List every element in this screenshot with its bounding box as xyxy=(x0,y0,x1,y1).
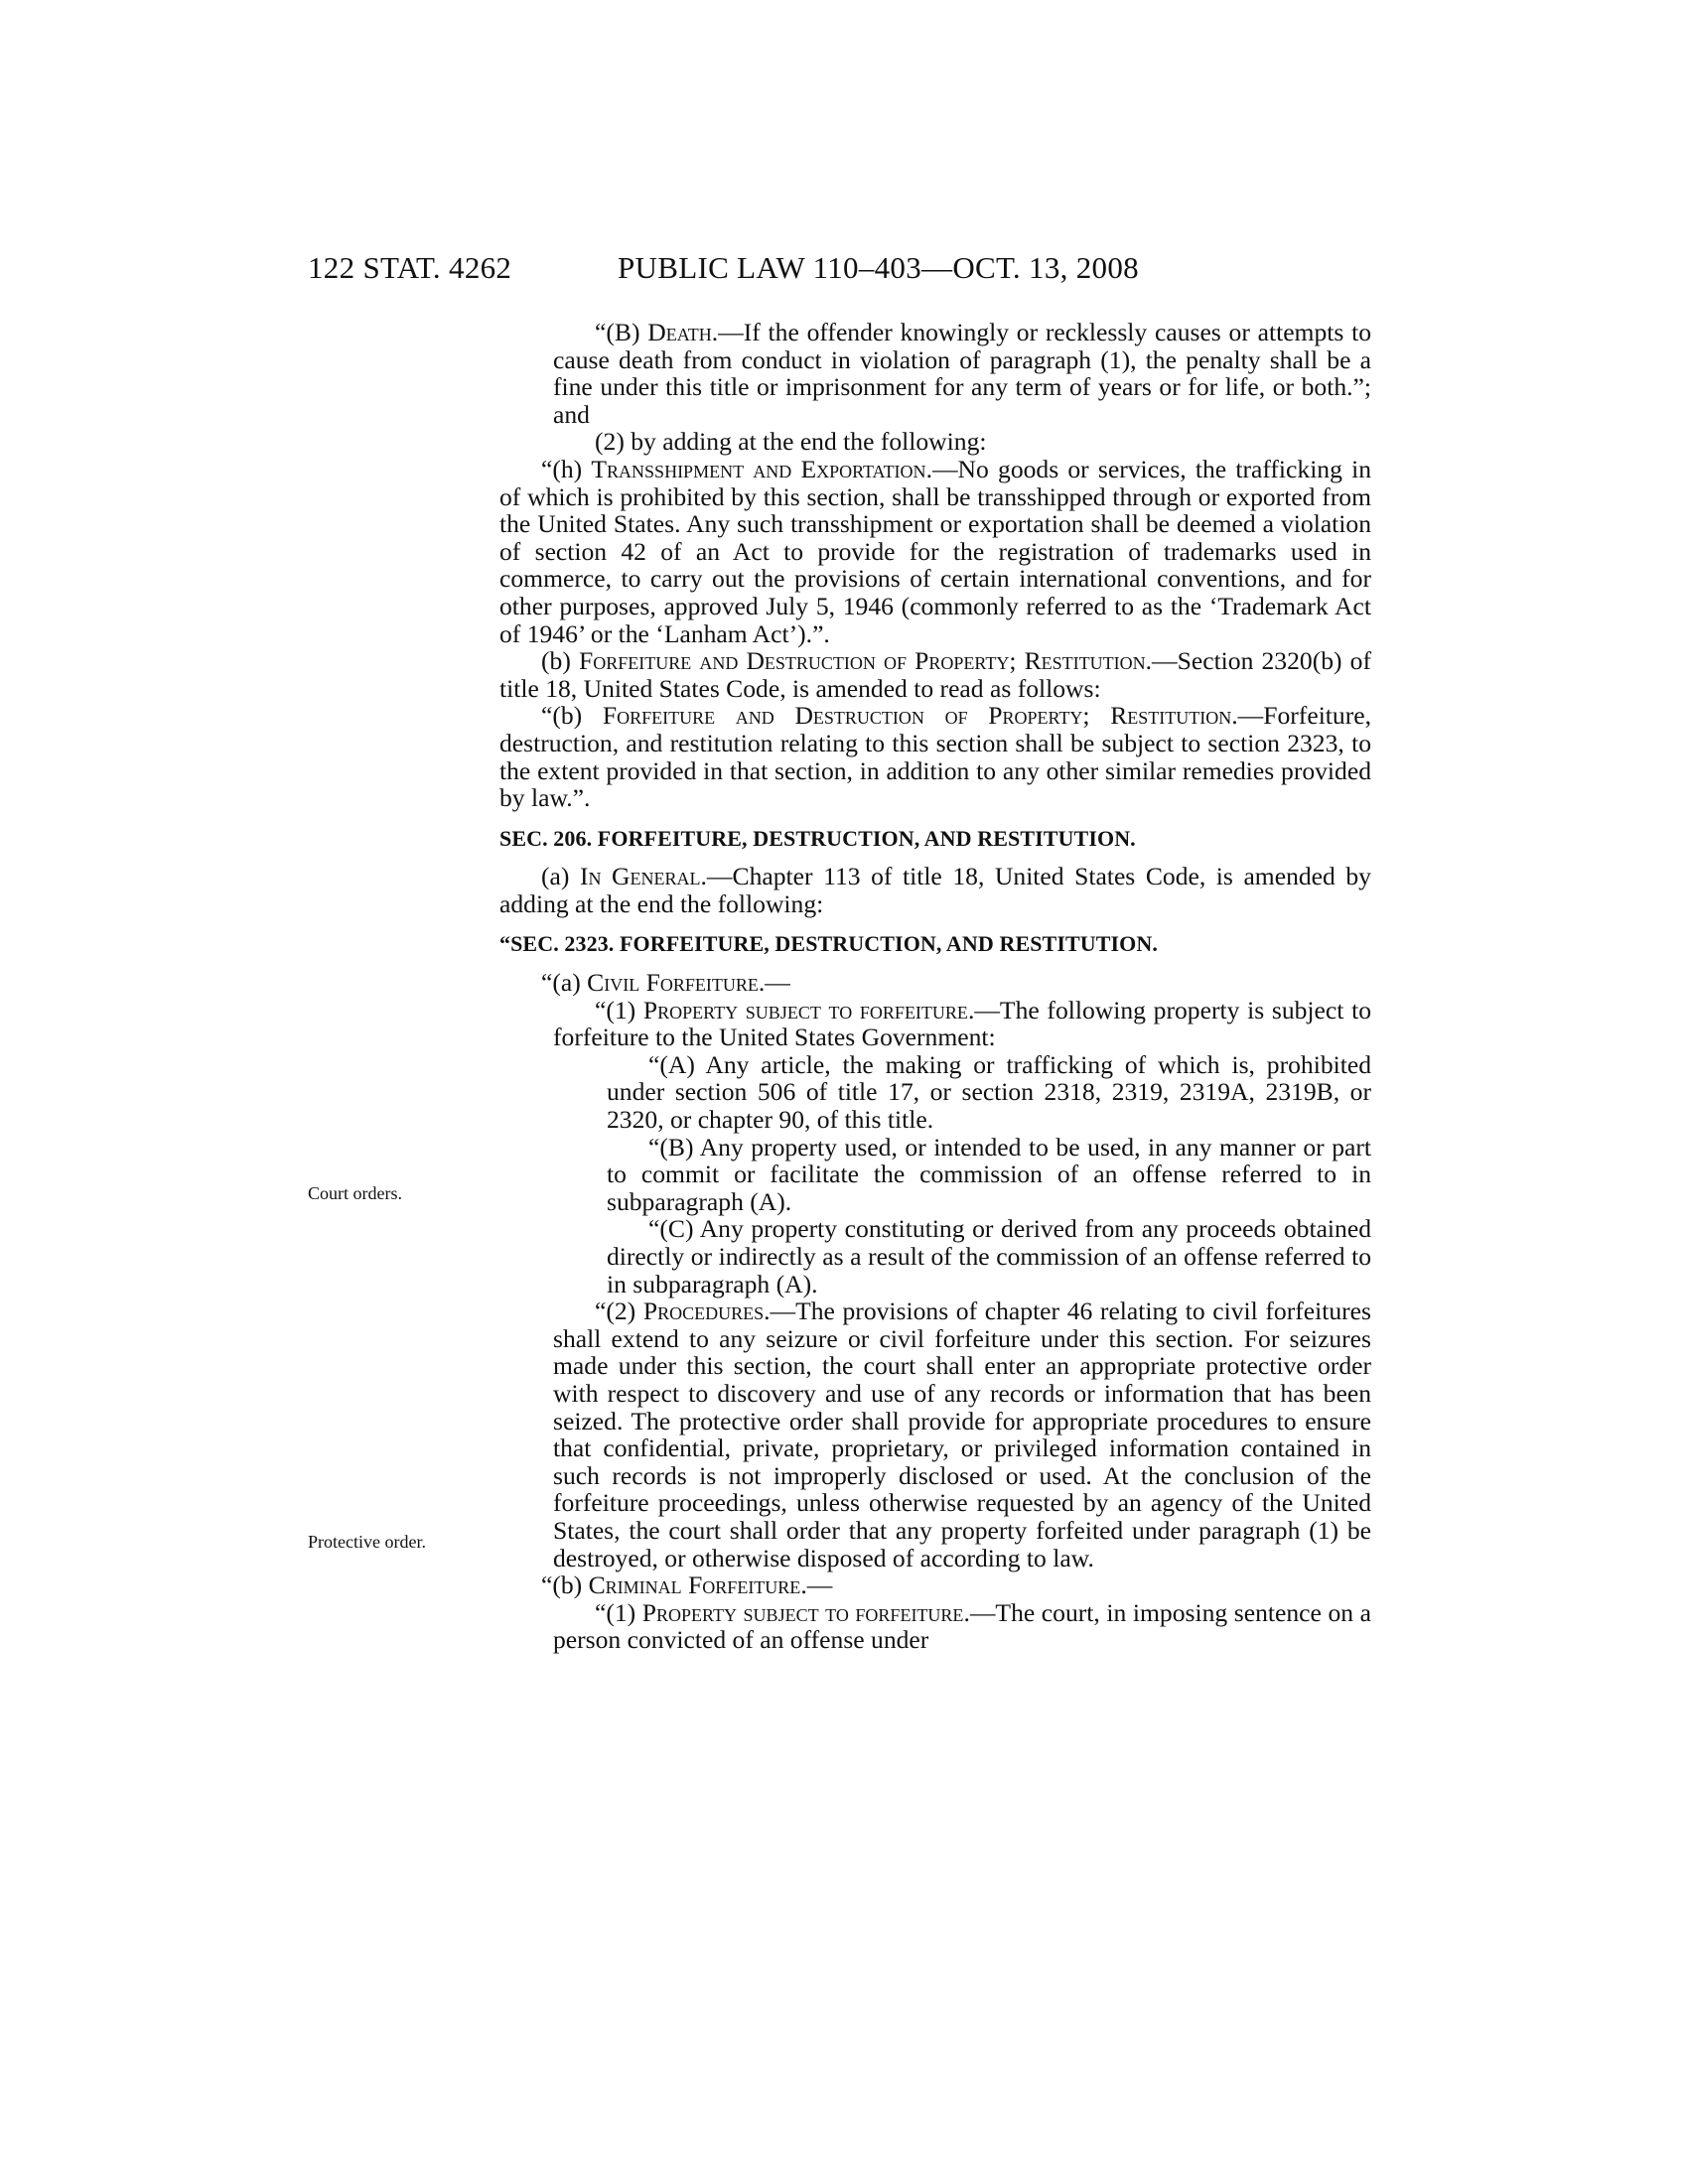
paragraph-1-property-subject: “(1) Property subject to forfeiture.—The following property is subject to forfeiture to the United States Government: xyxy=(553,995,1371,1052)
margin-note-protective-order: Protective order. xyxy=(308,1532,426,1552)
subparagraph-b-property: “(B) Any property used, or intended to be used, in any manner or part to commit or facilitate the commission of an offense referred to in subparagraph (A). xyxy=(607,1132,1371,1216)
paragraph-2-adding: (2) by adding at the end the following: xyxy=(595,427,987,457)
stat-page-number: 122 STAT. 4262 xyxy=(308,250,512,285)
section-2323-heading: “SEC. 2323. FORFEITURE, DESTRUCTION, AND RESTITUTION. xyxy=(499,931,1158,957)
subparagraph-c-proceeds: “(C) Any property constituting or derived from any proceeds obtained directly or indirectly as a result of the commission of an offense referred to in subparagraph (A). xyxy=(607,1214,1371,1298)
paragraph-1-court-imposing: “(1) Property subject to forfeiture.—The court, in imposing sentence on a person convicted of an offense under xyxy=(553,1597,1371,1655)
page-header xyxy=(0,250,1688,290)
margin-note-court-orders: Court orders. xyxy=(308,1183,402,1203)
paragraph-b-forfeiture-text: “(b) Forfeiture and Destruction of Property; Restitution.—Forfeiture, destruction, and restitution relating to this section shall be subject to section 2323, to the extent provided in that section, in addition to any other similar remedies provided by law.”. xyxy=(499,701,1371,813)
running-title: PUBLIC LAW 110–403—OCT. 13, 2008 xyxy=(618,250,1139,285)
subparagraph-a-article: “(A) Any article, the making or trafficking of which is, prohibited under section 506 of title 17, or section 2318, 2319, 2319A, 2319B, or 2320, or chapter 90, of this title. xyxy=(607,1049,1371,1135)
paragraph-b-criminal-forfeiture: “(b) Criminal Forfeiture.— xyxy=(541,1570,833,1600)
paragraph-a-in-general: (a) In General.—Chapter 113 of title 18, United States Code, is amended by adding at the end the following: xyxy=(499,862,1371,918)
paragraph-a-civil-forfeiture: “(a) Civil Forfeiture.— xyxy=(541,968,790,998)
statute-text xyxy=(499,319,1371,1654)
paragraph-b-death: “(B) Death.—If the offender knowingly or recklessly causes or attempts to cause death from conduct in violation of paragraph (1), the penalty shall be a fine under this title or imprisonment for any term of years or for life, or both.”; and xyxy=(553,318,1372,429)
paragraph-b-forfeiture-amendment: (b) Forfeiture and Destruction of Property; Restitution.—Section 2320(b) of title 18, United States Code, is amended to read as follows: xyxy=(499,646,1371,703)
paragraph-2-procedures: “(2) Procedures.—The provisions of chapter 46 relating to civil forfeitures shall extend to any seizure or civil forfeiture under this section. For seizures made under this section, the court shall enter an appropriate protective order with respect to discovery and use of any records or information that has been seized. The protective order shall provide for appropriate procedures to ensure that confidential, private, proprietary, or privileged information contained in such records is not improperly disclosed or used. At the conclusion of the forfeiture proceedings, unless otherwise requested by an agency of the United States, the court shall order that any property forfeited under paragraph (1) be destroyed, or otherwise disposed of according to law. xyxy=(553,1297,1371,1572)
section-206-heading: SEC. 206. FORFEITURE, DESTRUCTION, AND RESTITUTION. xyxy=(499,825,1136,851)
paragraph-h-transshipment: “(h) Transshipment and Exportation.—No goods or services, the trafficking in of which is prohibited by this section, shall be transshipped through or exported from the United States. Any such transshipment or exportation shall be deemed a violation of section 42 of an Act to provide for the registration of trademarks used in commerce, to carry out the provisions of certain international conventions, and for other purposes, approved July 5, 1946 (commonly referred to as the ‘Trademark Act of 1946’ or the ‘Lanham Act’).”. xyxy=(499,454,1371,648)
